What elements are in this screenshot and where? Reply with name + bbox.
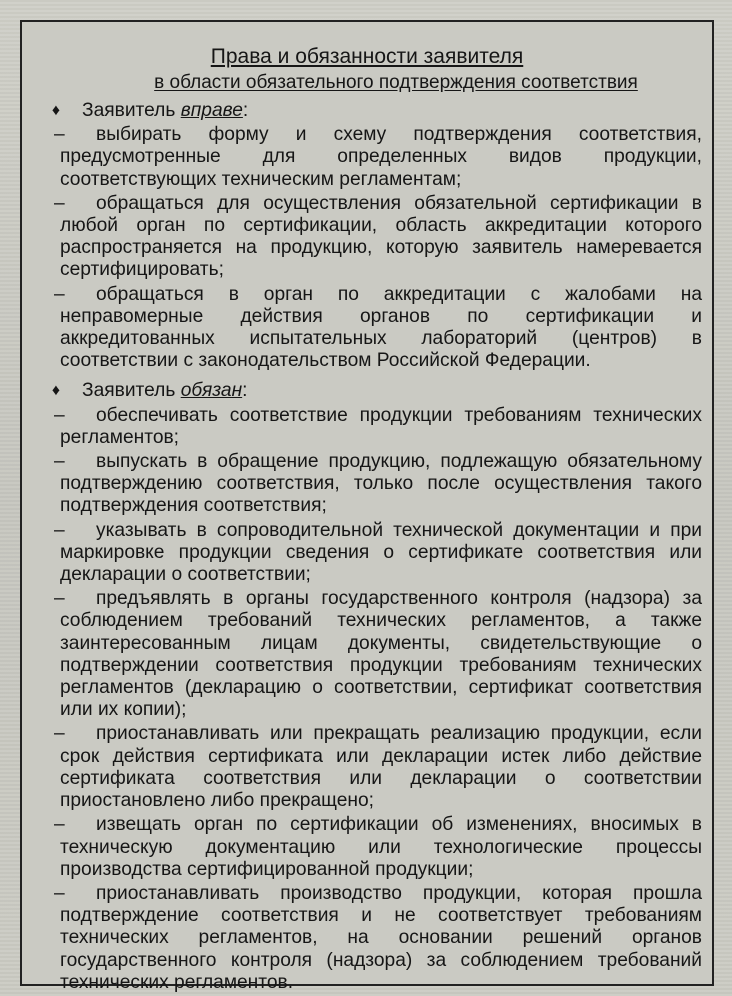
duties-keyword: обязан: [180, 380, 243, 402]
duties-colon: :: [242, 380, 248, 402]
rights-heading: [51, 100, 702, 122]
rights-keyword: вправе: [180, 100, 243, 121]
list-item: [54, 814, 702, 881]
list-item-text: приостанавливать производство продукции, которая прошла подтверждение соответствия и не соответствует требованиям технических регламентов, на основании решений органов государственного контроля (надзора) за соблюдением требований технических регламентов.: [60, 882, 702, 993]
list-item: [54, 124, 702, 191]
list-item-text: выпускать в обращение продукцию, подлежащую обязательному подтверждению соответствия, только после осуществления такого подтверждения соответствия;: [60, 451, 702, 517]
list-item-text: обеспечивать соответствие продукции требованиям технических регламентов;: [60, 404, 702, 448]
dash-bullet: –: [54, 882, 65, 904]
dash-bullet: –: [54, 192, 65, 214]
rights-lead: Заявитель: [82, 100, 181, 121]
dash-bullet: –: [54, 519, 65, 541]
duties-lead: Заявитель: [82, 380, 181, 402]
duties-section: [51, 380, 702, 993]
list-item: [54, 723, 702, 812]
list-item-text: указывать в сопроводительной технической документации и при маркировке продукции сведения о сертификате соответствия или декларации о соответствии;: [60, 519, 702, 586]
rights-section: [51, 100, 702, 372]
list-item: [54, 404, 702, 449]
list-item-text: обращаться в орган по аккредитации с жалобами на неправомерные действия органов по сертификации и аккредитованных испытательных лабораторий (центров) в соответствии с законодательством Российской Федерации.: [60, 283, 702, 372]
list-item-text: предъявлять в органы государственного контроля (надзора) за соблюдением требований технических регламентов, а также заинтересованным лицам документы, свидетельствующие о подтверждении соответствия продукции требованиям технических регламентов (декларацию о соответствии, сертификат соответствия или их копии);: [60, 588, 702, 721]
list-item: [54, 882, 702, 994]
heading-subtitle: в области обязательного подтверждения соответствия: [154, 72, 638, 93]
list-item: [54, 588, 702, 721]
list-item: [54, 192, 702, 282]
list-item-text: приостанавливать или прекращать реализацию продукции, если срок действия сертификата или декларации истек либо действие сертификата соответствия или декларации о соответствии приостановлено либо прекращено;: [60, 723, 702, 812]
list-item-text: выбирать форму и схему подтверждения соответствия, предусмотренные для определенных видов продукции, соответствующих техническим регламентам;: [60, 124, 702, 190]
dash-bullet: –: [54, 588, 65, 610]
list-item: [54, 451, 702, 518]
list-item-text: извещать орган по сертификации об изменениях, вносимых в техническую документацию или технологические процессы производства сертифицированной продукции;: [60, 814, 702, 880]
dash-bullet: –: [54, 283, 65, 305]
heading-title: Права и обязанности заявителя: [210, 45, 524, 68]
heading: [22, 44, 712, 96]
dash-bullet: –: [54, 451, 65, 473]
rights-colon: :: [242, 100, 249, 121]
duties-list: [54, 404, 702, 994]
duties-heading: [51, 380, 702, 402]
content: [51, 100, 702, 996]
list-item: [54, 283, 702, 373]
dash-bullet: –: [54, 124, 65, 146]
list-item-text: обращаться для осуществления обязательной сертификации в любой орган по сертификации, область аккредитации которого распространяется на продукцию, которую заявитель намеревается сертифицировать;: [60, 192, 702, 281]
dash-bullet: –: [54, 723, 65, 745]
rights-list: [54, 124, 702, 372]
diamond-bullet-icon: ♦: [51, 382, 61, 400]
bordered-box: [20, 20, 714, 993]
diamond-bullet-icon: ♦: [51, 102, 61, 119]
list-item: [54, 519, 702, 587]
dash-bullet: –: [54, 814, 65, 836]
dash-bullet: –: [54, 404, 65, 426]
